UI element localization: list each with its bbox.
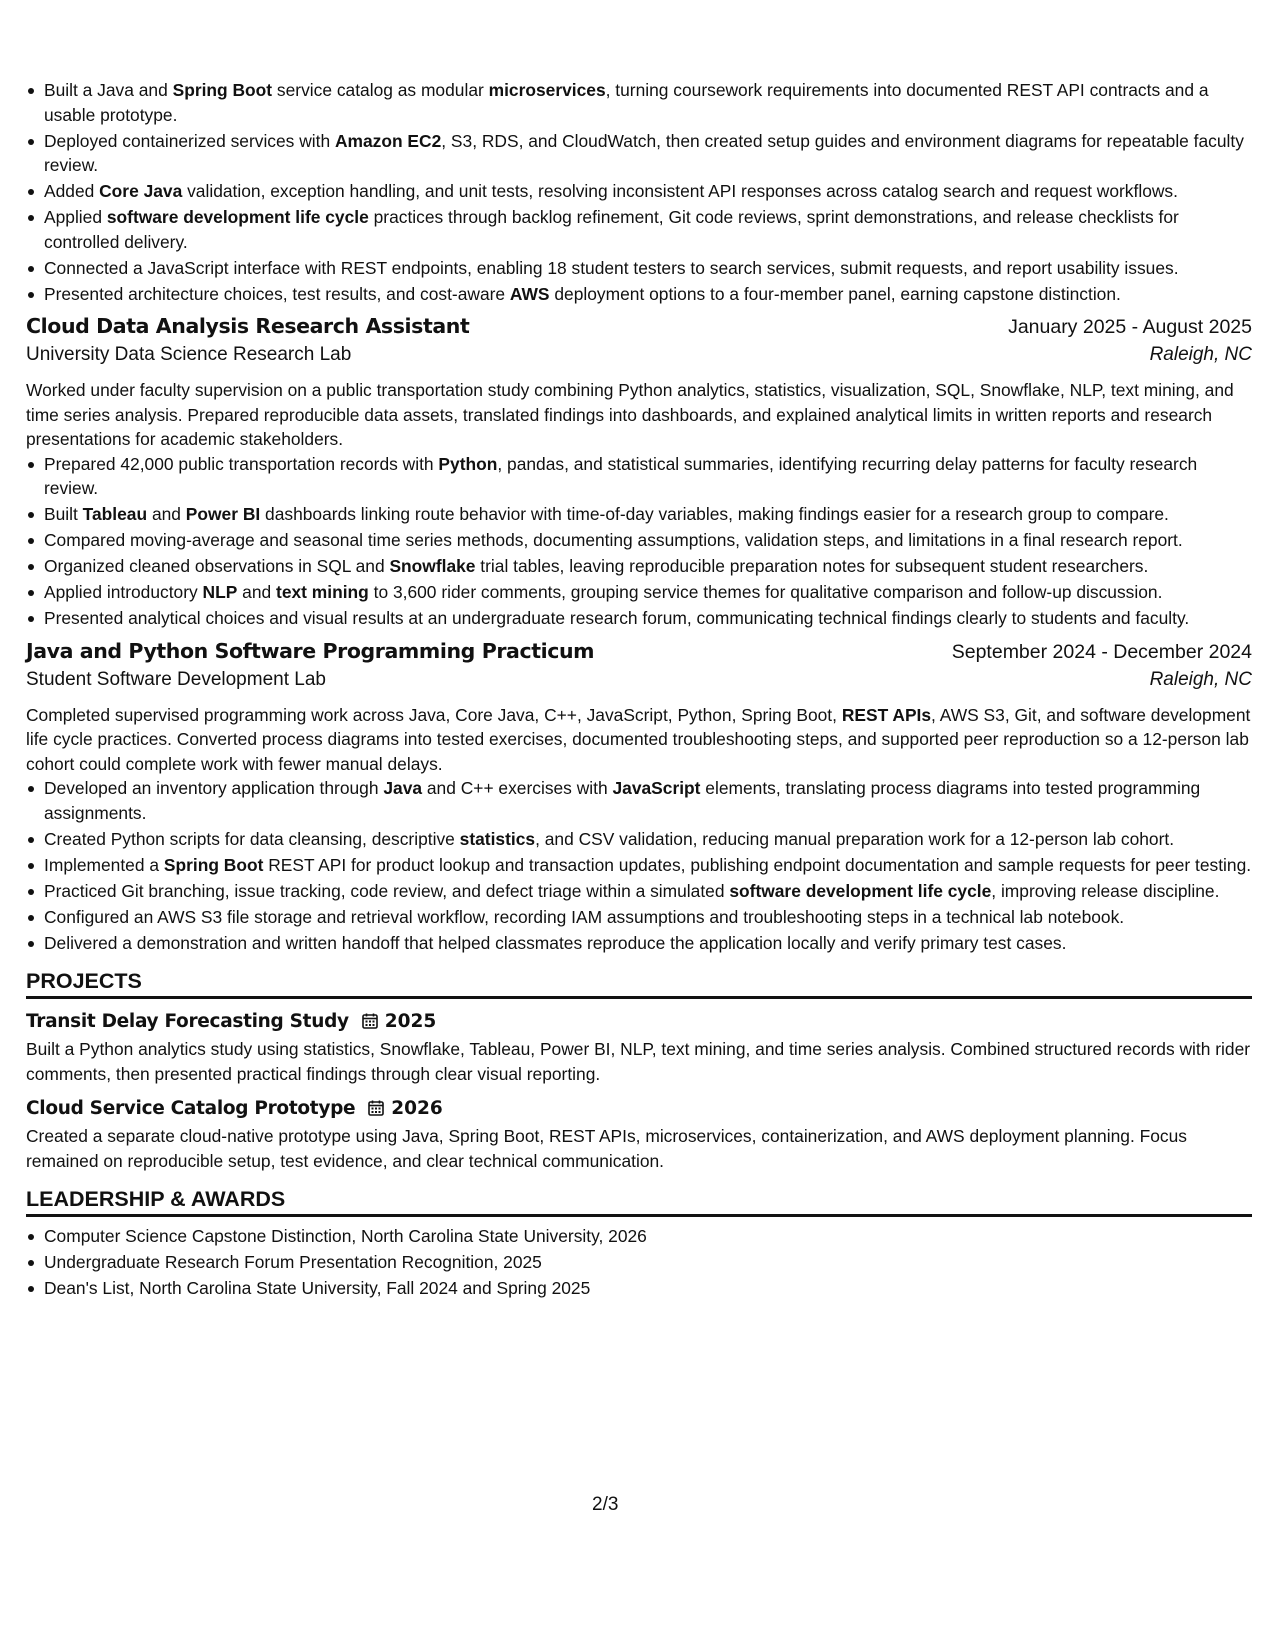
job-bullet-list — [26, 452, 1252, 631]
intro-bullet-list — [26, 78, 1252, 306]
bold-keyword: Amazon EC2 — [334, 130, 442, 151]
bullet-item — [44, 905, 1252, 930]
projects-list — [26, 1007, 1252, 1173]
bullet-item — [44, 580, 1252, 605]
text-segment: and — [237, 582, 277, 602]
bold-keyword: NLP — [202, 582, 238, 602]
bold-keyword: JavaScript — [612, 778, 701, 798]
bold-keyword: microservices — [488, 80, 606, 100]
text-segment: Developed an inventory application through — [44, 778, 384, 798]
job-organization: University Data Science Research Lab — [26, 344, 352, 365]
bold-keyword: Spring Boot — [172, 80, 273, 100]
text-segment: Configured an AWS S3 file storage and retrieval workflow, recording IAM assumptions and troubleshooting steps in a technical lab notebook. — [44, 906, 1125, 927]
text-segment: Delivered a demonstration and written handoff that helped classmates reproduce the application locally and verify primary test cases. — [44, 932, 1067, 953]
text-segment: Presented analytical choices and visual results at an undergraduate research forum, communicating technical findings clearly to students and faculty. — [44, 608, 1190, 628]
bold-keyword: software development life cycle — [106, 207, 369, 227]
job-dates: January 2025 - August 2025 — [1008, 316, 1252, 338]
text-segment: Presented architecture choices, test results, and cost-aware — [44, 283, 510, 304]
project-year: 2026 — [391, 1097, 443, 1119]
text-segment: Deployed containerized services with — [44, 130, 335, 151]
job-entry — [26, 639, 1252, 956]
bullet-item — [44, 528, 1252, 553]
bold-keyword: Python — [438, 453, 498, 474]
bullet-item — [44, 179, 1252, 204]
project-title: Cloud Service Catalog Prototype — [26, 1097, 356, 1119]
bullet-item — [44, 853, 1252, 878]
bold-keyword: Spring Boot — [163, 854, 264, 875]
project-year: 2025 — [384, 1010, 437, 1032]
text-segment: Practiced Git branching, issue tracking, code review, and defect triage within a simulated — [44, 880, 730, 901]
bold-keyword: statistics — [459, 828, 536, 849]
bullet-item — [44, 452, 1252, 501]
resume-page — [26, 78, 1252, 1302]
project-header — [26, 1007, 1252, 1035]
text-segment: Applied introductory — [44, 582, 203, 602]
awards-list — [26, 1224, 1252, 1301]
project-entry — [26, 1007, 1252, 1086]
project-title: Transit Delay Forecasting Study — [26, 1010, 349, 1032]
bullet-item — [44, 256, 1252, 281]
bold-keyword: Snowflake — [389, 556, 476, 576]
text-segment: Added — [44, 181, 100, 201]
award-item: Computer Science Capstone Distinction, North Carolina State University, 2026 — [44, 1224, 1252, 1249]
job-bullet-list — [26, 776, 1252, 955]
text-segment: , and CSV validation, reducing manual preparation work for a 12-person lab cohort. — [535, 828, 1175, 849]
text-segment: trial tables, leaving reproducible preparation notes for subsequent student researchers. — [475, 556, 1149, 576]
experience-list — [26, 314, 1252, 955]
text-segment: and C++ exercises with — [422, 778, 613, 798]
text-segment: , improving release discipline. — [991, 880, 1220, 901]
text-segment: , S3, RDS, and CloudWatch, then created setup guides and environment diagrams for repeatable faculty review. — [44, 130, 1244, 175]
calendar-icon — [361, 1012, 379, 1030]
text-segment: Prepared 42,000 public transportation records with — [44, 453, 439, 474]
bold-keyword: Core Java — [99, 181, 183, 201]
job-subheader — [26, 344, 1252, 374]
bullet-item — [44, 606, 1252, 631]
bullet-item — [44, 931, 1252, 956]
job-summary — [26, 378, 1252, 452]
text-segment: practices through backlog refinement, Git code reviews, sprint demonstrations, and release checklists for controlled delivery. — [44, 207, 1179, 252]
job-entry — [26, 314, 1252, 631]
text-segment: to 3,600 rider comments, grouping service themes for qualitative comparison and follow-up discussion. — [368, 582, 1163, 602]
text-segment: Worked under faculty supervision on a public transportation study combining Python analytics, statistics, visualization, SQL, Snowflake, NLP, text mining, and time series analysis. Prepared reproducible data assets, translated findings into dashboards, and explained analytical limits in written reports and research presentations for academic stakeholders. — [26, 380, 1234, 449]
job-location: Raleigh, NC — [1149, 668, 1252, 690]
project-entry — [26, 1094, 1252, 1173]
job-header — [26, 639, 1252, 669]
text-segment: and — [147, 504, 186, 524]
projects-heading: PROJECTS — [26, 969, 1252, 999]
job-title: Cloud Data Analysis Research Assistant — [26, 314, 470, 338]
text-segment: deployment options to a four-member panel, earning capstone distinction. — [549, 283, 1121, 304]
text-segment: , AWS S3, Git, and software development life cycle practices. Converted process diagrams into tested exercises, documented troubleshooting steps, and supported peer reproduction so a 12-person lab cohort could complete work with fewer manual delays. — [26, 704, 1251, 774]
bullet-item — [44, 879, 1252, 904]
job-organization: Student Software Development Lab — [26, 668, 326, 690]
text-segment: , turning coursework requirements into documented REST API contracts and a usable prototype. — [44, 80, 1209, 125]
award-item: Undergraduate Research Forum Presentation Recognition, 2025 — [44, 1250, 1252, 1275]
text-segment: Applied — [44, 207, 107, 227]
text-segment: , pandas, and statistical summaries, identifying recurring delay patterns for faculty research review. — [44, 453, 1198, 498]
job-subheader — [26, 669, 1252, 699]
text-segment: Completed supervised programming work across Java, Core Java, C++, JavaScript, Python, Spring Boot, — [26, 704, 842, 725]
text-segment: Organized cleaned observations in SQL and — [44, 556, 390, 576]
text-segment: REST API for product lookup and transaction updates, publishing endpoint documentation and sample requests for peer testing. — [263, 854, 1252, 875]
bullet-item — [44, 554, 1252, 579]
project-description: Built a Python analytics study using statistics, Snowflake, Tableau, Power BI, NLP, text mining, and time series analysis. Combined structured records with rider comments, then presented practical findings through clear visual reporting. — [26, 1039, 1251, 1084]
bold-keyword: REST APIs — [841, 704, 932, 725]
job-location: Raleigh, NC — [1149, 344, 1252, 365]
bold-keyword: text mining — [276, 582, 369, 602]
awards-heading: LEADERSHIP & AWARDS — [26, 1187, 1252, 1217]
bold-keyword: AWS — [509, 283, 550, 304]
text-segment: Built a Java and — [44, 80, 173, 100]
project-description: Created a separate cloud-native prototype using Java, Spring Boot, REST APIs, microservices, containerization, and AWS deployment planning. Focus remained on reproducible setup, test evidence, and clear technical communication. — [26, 1126, 1187, 1171]
bold-keyword: software development life cycle — [729, 880, 992, 901]
bullet-item — [44, 205, 1252, 254]
award-item: Dean's List, North Carolina State University, Fall 2024 and Spring 2025 — [44, 1276, 1252, 1301]
calendar-icon — [367, 1099, 385, 1117]
bullet-item — [44, 502, 1252, 527]
text-segment: Built — [44, 504, 83, 524]
text-segment: validation, exception handling, and unit tests, resolving inconsistent API responses across catalog search and request workflows. — [182, 181, 1178, 201]
text-segment: service catalog as modular — [272, 80, 489, 100]
text-segment: Implemented a — [44, 854, 164, 875]
job-summary — [26, 703, 1252, 777]
bold-keyword: Power BI — [185, 504, 261, 524]
job-header — [26, 314, 1252, 344]
job-title: Java and Python Software Programming Practicum — [26, 638, 595, 663]
bullet-item — [44, 282, 1252, 307]
bullet-item — [44, 129, 1252, 178]
bold-keyword: Java — [383, 778, 423, 798]
project-header — [26, 1094, 1252, 1122]
text-segment: dashboards linking route behavior with time-of-day variables, making findings easier for a research group to compare. — [260, 504, 1169, 524]
page-number: 2/3 — [592, 1494, 619, 1515]
text-segment: Created Python scripts for data cleansing, descriptive — [44, 828, 460, 849]
job-dates: September 2024 - December 2024 — [951, 640, 1252, 663]
bullet-item — [44, 776, 1252, 825]
text-segment: Connected a JavaScript interface with REST endpoints, enabling 18 student testers to search services, submit requests, and report usability issues. — [44, 257, 1179, 278]
text-segment: elements, translating process diagrams into tested programming assignments. — [44, 778, 1201, 823]
bullet-item — [44, 78, 1252, 127]
text-segment: Compared moving-average and seasonal time series methods, documenting assumptions, validation steps, and limitations in a final research report. — [44, 530, 1183, 550]
bold-keyword: Tableau — [82, 504, 148, 524]
bullet-item — [44, 827, 1252, 852]
